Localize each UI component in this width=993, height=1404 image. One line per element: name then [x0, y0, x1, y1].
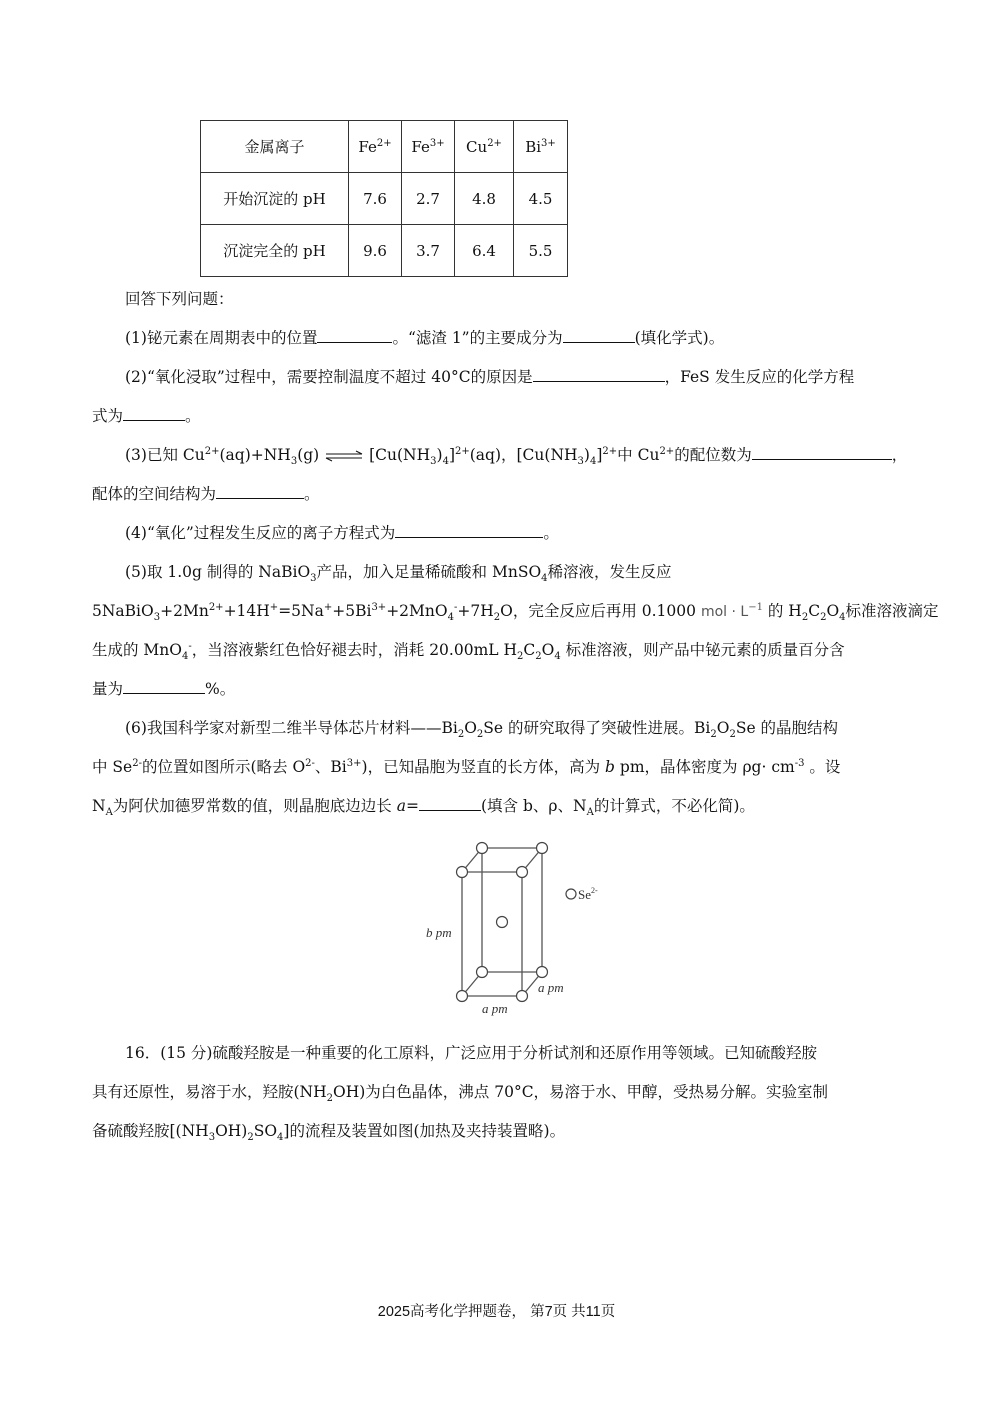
answer-blank[interactable] [395, 523, 543, 538]
question-6-line-1: (6)我国科学家对新型二维半导体芯片材料$——Bi_2O_2Se$ 的研究取得了突破性进展。$Bi_2O_2Se$ 的晶胞结构 [125, 719, 839, 741]
table-header-cell: 金属离子 [201, 121, 349, 173]
row-label: 沉淀完全的 pH [201, 225, 349, 277]
table-header-row [201, 121, 568, 173]
se-atom [517, 867, 528, 878]
table-row [201, 225, 568, 277]
answer-blank[interactable] [123, 406, 185, 421]
question-5-line-1: (5)取 1.0g 制得的 NaBiO$_3$产品，加入足量稀硫酸和 MnSO$_4$稀溶液，发生反应 [125, 563, 672, 585]
question-4: (4)“氧化”过程发生反应的离子方程式为 。 [125, 524, 559, 542]
unit-cell-diagram [420, 838, 620, 1018]
table-cell: 2.7 [402, 173, 455, 225]
table-header-cell: $Bi^{3+}$ [514, 121, 568, 173]
table-header-cell: $Fe^{3+}$ [402, 121, 455, 173]
side-length-label: a pm [538, 980, 564, 995]
question-2-line-1: (2)“氧化浸取”过程中，需要控制温度不超过 40°C的原因是 ，FeS 发生反应的化学方程 [125, 368, 855, 386]
table-cell: 6.4 [455, 225, 514, 277]
table-cell: 9.6 [349, 225, 402, 277]
precipitation-ph-table [200, 120, 568, 277]
table-header-cell: $Fe^{2+}$ [349, 121, 402, 173]
question-3-line-2: 配体的空间结构为 。 [92, 485, 320, 503]
answer-blank[interactable] [123, 679, 205, 694]
table-cell: 4.5 [514, 173, 568, 225]
equilibrium-arrow-icon [324, 450, 364, 462]
base-length-label: a pm [482, 1001, 508, 1016]
question-16-line-1: 16．(15 分)硫酸羟胺是一种重要的化工原料，广泛应用于分析试剂和还原作用等领域。已知硫酸羟胺 [125, 1044, 817, 1062]
question-6-line-2: 中 $Se^{2-}$的位置如图所示(略去 $O^{2-}$、$Bi^{3+}$)，已知晶胞为竖直的长方体，高为 b pm，晶体密度为 $\rho g\cdot cm^{-3}$ 。设 [92, 757, 841, 776]
question-3-line-1: (3)已知 $Cu^{2+}(aq)+NH_3(g)$ $[Cu(NH_3)_4]^{2+}(aq)$，$[Cu(NH_3)_4]^{2+}$中 $Cu^{2+}$的配位数为 ， [125, 445, 908, 468]
question-6-line-3: $N_A$为阿伏加德罗常数的值，则晶胞底边边长 a= (填含 b、ρ、$N_A$的计算式，不必化简)。 [92, 797, 755, 819]
question-16-line-3: 备硫酸羟胺$[(NH_3OH)_2SO_4]$的流程及装置如图(加热及夹持装置略)。 [92, 1122, 566, 1144]
se-legend-marker [566, 889, 576, 899]
se-atom [517, 991, 528, 1002]
se-atom [537, 967, 548, 978]
answer-blank[interactable] [317, 328, 392, 343]
question-5-line-4: 量为 %。 [92, 680, 236, 698]
row-label: 开始沉淀的 pH [201, 173, 349, 225]
table-cell: 5.5 [514, 225, 568, 277]
answer-blank[interactable] [533, 367, 665, 382]
se-atom [457, 991, 468, 1002]
question-2-line-2: 式为 。 [92, 407, 201, 425]
question-16-line-2: 具有还原性，易溶于水，羟胺$(NH_2OH)$为白色晶体，沸点 70°C，易溶于水、甲醇，受热易分解。实验室制 [92, 1083, 829, 1105]
answer-blank[interactable] [752, 445, 892, 460]
question-5-line-3: 生成的 MnO$_4$-，当溶液紫红色恰好褪去时，消耗 20.00mL $H_2C_2O_4$ 标准溶液，则产品中铋元素的质量百分含 [92, 640, 845, 663]
page-footer: 2025高考化学押题卷， 第7页 共11页 [377, 1304, 616, 1320]
se-atom [477, 967, 488, 978]
question-5-line-2: $5NaBiO_3+2Mn^{2+}+14H^+=5Na^++5Bi^{3+}+2MnO_4^-+7H_2O$，完全反应后再用 0.1000 mol · $L^{-1}$ 的 $H_2C_2O_4$标准溶液滴定 [92, 601, 939, 624]
se-legend-label: $Se^{2-}$ [578, 886, 598, 902]
se-atom [537, 843, 548, 854]
answer-blank[interactable] [216, 484, 304, 499]
answer-blank[interactable] [563, 328, 635, 343]
se-atom [457, 867, 468, 878]
height-label: b pm [426, 925, 452, 940]
answer-blank[interactable] [419, 796, 481, 811]
table-cell: 3.7 [402, 225, 455, 277]
question-1: (1)铋元素在周期表中的位置 。“滤渣 1”的主要成分为 (填化学式)。 [125, 329, 725, 347]
table-header-cell: $Cu^{2+}$ [455, 121, 514, 173]
se-atom [497, 917, 508, 928]
answer-intro: 回答下列问题： [125, 290, 234, 308]
table-cell: 7.6 [349, 173, 402, 225]
table-row [201, 173, 568, 225]
table-cell: 4.8 [455, 173, 514, 225]
se-atom [477, 843, 488, 854]
